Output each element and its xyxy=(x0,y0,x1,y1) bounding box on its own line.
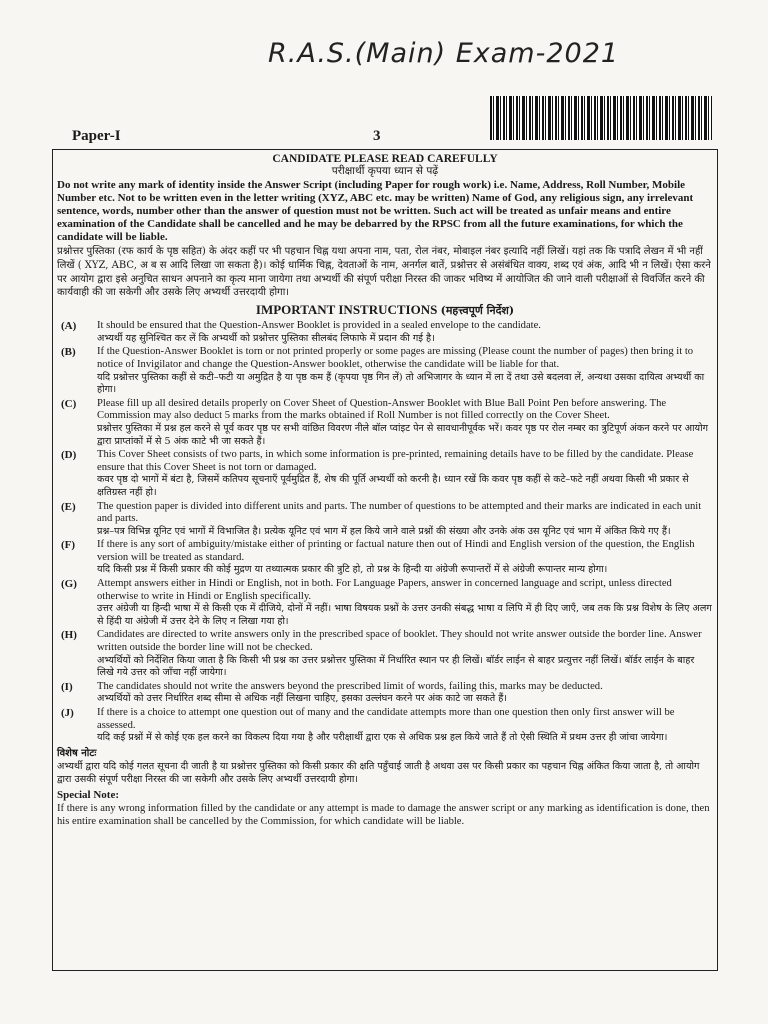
instruction-text-en: If there is a choice to attempt one question out of many and the candidate attempts more than one question then only first answer will be assessed. xyxy=(97,707,675,731)
instructions-heading xyxy=(57,302,713,319)
instruction-letter: (G) xyxy=(61,578,77,591)
instruction-text-en: Candidates are directed to write answers only in the prescribed space of booklet. They should not write answer outside the border line. Answer written outside the border line will not be checked. xyxy=(97,629,702,654)
instructions-heading-hi: (महत्त्वपूर्ण निर्देश) xyxy=(440,304,515,318)
instruction-item-a xyxy=(57,320,713,345)
instruction-text-hi: कवर पृष्ठ दो भागों में बंटा है, जिसमें कतिपय सूचनाएँ पूर्वमुद्रित हैं, शेष की पूर्ति अभ्यर्थी को करनी है। ध्यान रखें कि कवर पृष्ठ कहीं से कटे–फटे नहीं अथवा किसी भी प्रकार से क्षतिग्रस्त नहीं हो। xyxy=(97,474,689,498)
instruction-text-hi: उत्तर अंग्रेजी या हिन्दी भाषा में से किसी एक में दीजिये, दोनों में नहीं। भाषा विषयक प्रश्नों के उत्तर उनकी संबद्ध भाषा व लिपि में ही दिए जाएँ, जब तक कि प्रश्न विशेष के लिए अलग से हिंदी या अंग्रेजी में उत्तर देने के लिए न लिखा गया हो। xyxy=(97,603,712,627)
instruction-text-en: This Cover Sheet consists of two parts, in which some information is pre-printed, remaining details have to be filled by the candidate. Please ensure that this Cover Sheet is not torn or damaged. xyxy=(97,449,694,473)
notice-title-hi: परीक्षार्थी कृपया ध्यान से पढ़ें xyxy=(331,165,439,177)
instruction-letter: (B) xyxy=(61,346,76,359)
instruction-letter: (E) xyxy=(61,500,76,513)
instructions-heading-en: IMPORTANT INSTRUCTIONS xyxy=(255,302,438,318)
handwritten-exam-title: R.A.S.(Main) Exam-2021 xyxy=(268,38,620,69)
instruction-item-j xyxy=(57,707,713,745)
instruction-letter: (J) xyxy=(61,707,74,719)
instruction-text-hi: यदि कई प्रश्नों में से कोई एक हल करने का विकल्प दिया गया है और परीक्षार्थी द्वारा एक से अधिक प्रश्न हल किये जाते हैं तो ऐसी स्थिति में प्रथम उत्तर ही जांचा जायेगा। xyxy=(97,732,668,744)
instruction-text-en: Please fill up all desired details properly on Cover Sheet of Question-Answer Booklet with Blue Ball Point Pen before answering. The Commission may also deduct 5 marks from the marks obtained if Roll Number is not filled correctly on the Cover Sheet. xyxy=(97,397,667,422)
barcode xyxy=(490,96,712,140)
instruction-text-en: The candidates should not write the answers beyond the prescribed limit of words, failing this, marks may be deducted. xyxy=(97,680,603,692)
page-number: 3 xyxy=(373,128,381,144)
instruction-letter: (C) xyxy=(61,397,77,410)
instruction-text-en: The question paper is divided into different units and parts. The number of questions to be attempted and their marks are indicated in each unit and parts. xyxy=(97,500,702,525)
instruction-item-e xyxy=(57,501,713,539)
instruction-letter: (I) xyxy=(61,680,73,693)
instruction-letter: (A) xyxy=(61,320,77,333)
instruction-text-hi: अभ्यर्थियों को निर्देशित किया जाता है कि किसी भी प्रश्न का उत्तर प्रश्नोत्तर पुस्तिका में निर्धारित स्थान पर ही लिखें। बॉर्डर लाईन से बाहर प्रत्युत्तर नहीं लिखें। बॉर्डर लाईन के बाहर लिखे गये उत्तर को जाँचा नहीं जायेगा। xyxy=(97,654,695,679)
instruction-text-hi: प्रश्न–पत्र विभिन्न यूनिट एवं भागों में विभाजित है। प्रत्येक यूनिट एवं भाग में हल किये जाने वाले प्रश्नों की संख्या और उनके अंक उस यूनिट एवं भाग में अंकित किये गए हैं। xyxy=(97,525,671,537)
instruction-letter: (H) xyxy=(61,629,77,642)
special-note-text-en: If there is any wrong information filled by the candidate or any attempt is made to damage the answer script or any marking as identification is done, then his entire examination shall be cancelled by the Commission, for which candidate will be liable. xyxy=(57,802,710,827)
instruction-text-hi: अभ्यर्थी यह सुनिश्चित कर लें कि अभ्यर्थी को प्रश्नोत्तर पुस्तिका सीलबंद लिफाफे में प्रदान की गई है। xyxy=(97,332,435,344)
instruction-item-g xyxy=(57,578,713,628)
instruction-text-en: It should be ensured that the Question-Answer Booklet is provided in a sealed envelope to the candidate. xyxy=(97,320,541,332)
special-note-title-hi: विशेष नोटः xyxy=(57,747,97,759)
notice-title-en: CANDIDATE PLEASE READ CAREFULLY xyxy=(272,153,498,165)
instruction-item-h xyxy=(57,629,713,679)
instruction-letter: (F) xyxy=(61,539,76,552)
instruction-text-en: If there is any sort of ambiguity/mistake either of printing or factual nature then out of Hindi and English version of the question, the English version will be treated as standard. xyxy=(97,539,695,563)
instruction-item-i xyxy=(57,681,713,706)
instruction-text-en: If the Question-Answer Booklet is torn or not printed properly or some pages are missing (Please count the number of pages) then bring it to notice of Invigilator and change the Question-Answer booklet, otherwise the candidate will be liable for that. xyxy=(97,346,694,370)
identity-warning-hi: प्रश्नोत्तर पुस्तिका (रफ कार्य के पृष्ठ सहित) के अंदर कहीं पर भी पहचान चिह्न यथा अपना नाम, पता, रोल नंबर, मोबाइल नंबर इत्यादि नहीं लिखें। यहां तक कि पत्रादि लेखन में भी नहीं लिखें ( XYZ, ABC, अ ब स आदि लिखा जा सकता है)। कोई धार्मिक चिह्न, देवताओं के नाम, अनर्गल बातें, प्रश्नोत्तर से असंबंधित वाक्य, शब्द एवं अंक, आदि भी न लिखें। ऐसा करने पर आयोग द्वारा इसे अनुचित साधन अपनाने का कृत्य माना जायेगा तथा अभ्यर्थी की संपूर्ण परीक्षा निरस्त की जाकर भविष्य में आयोजित की जाने वाली परीक्षाओं से विवर्जित करने की कार्यवाही की जा सकेगी और उसके लिए अभ्यर्थी उत्तरदायी होगा। xyxy=(57,246,711,299)
instruction-text-hi: यदि प्रश्नोत्तर पुस्तिका कहीं से कटी–फटी या अमुद्रित है या पृष्ठ कम हैं (कृपया पृष्ठ गिन लें) तो अभिजागर के ध्यान में ला दें तथा उसे बदलवा लें, अन्यथा उसका दायित्व अभ्यर्थी का होगा। xyxy=(97,371,705,396)
instruction-item-d xyxy=(57,449,713,499)
instruction-item-f xyxy=(57,539,713,577)
instruction-text-hi: अभ्यर्थियों को उत्तर निर्धारित शब्द सीमा से अधिक नहीं लिखना चाहिए, इसका उल्लंघन करने पर अंक काटे जा सकते हैं। xyxy=(97,693,508,705)
instruction-text-hi: प्रश्नोत्तर पुस्तिका में प्रश्न हल करने से पूर्व कवर पृष्ठ पर सभी वांछित विवरण नीले बॉल प्वांइट पेन से सावधानीपूर्वक भरें। कवर पृष्ठ पर रोल नम्बर का त्रुटिपूर्ण अंकन करने पर आयोग द्वारा प्राप्तांकों में से 5 अंक काटे भी जा सकते हैं। xyxy=(97,422,708,447)
instruction-text-en: Attempt answers either in Hindi or English, not in both. For Language Papers, answer in concerned language and script, unless directed otherwise to write in Hindi or English specifically. xyxy=(97,578,672,602)
paper-label: Paper-I xyxy=(72,128,121,144)
instruction-item-b xyxy=(57,346,713,396)
instruction-letter: (D) xyxy=(61,449,77,462)
identity-warning-en: Do not write any mark of identity inside the Answer Script (including Paper for rough work) i.e. Name, Address, Roll Number, Mobile Number etc. Not to be written even in the letter writing (XYZ, ABC etc. may be written) Name of God, any religious sign, any irrelevant sentence, words, number other than the answer of question must not be written. Such act will be treated as unfair means and entire examination of the Candidate shall be cancelled and he may be debarred by the RPSC from all the future examinations, for which the candidate will be liable. xyxy=(57,179,694,243)
special-note-text-hi: अभ्यर्थी द्वारा यदि कोई गलत सूचना दी जाती है या प्रश्नोत्तर पुस्तिका को किसी प्रकार की क्षति पहुँचाई जाती है अथवा उस पर किसी प्रकार का पहचान चिह्न अंकित किया जाता है, तो आयोग द्वारा उसकी संपूर्ण परीक्षा निरस्त की जा सकेगी और उसके लिए अभ्यर्थी उत्तरदायी होगा। xyxy=(57,760,700,786)
instruction-item-c xyxy=(57,398,713,448)
instruction-text-hi: यदि किसी प्रश्न में किसी प्रकार की कोई मुद्रण या तथ्यात्मक प्रकार की त्रुटि हो, तो प्रश्न के हिन्दी या अंग्रेजी रूपान्तरों में से अंग्रेजी रूपान्तर मान्य होगा। xyxy=(97,564,608,576)
instructions-box xyxy=(52,149,718,971)
special-note-title-en: Special Note: xyxy=(57,788,120,801)
